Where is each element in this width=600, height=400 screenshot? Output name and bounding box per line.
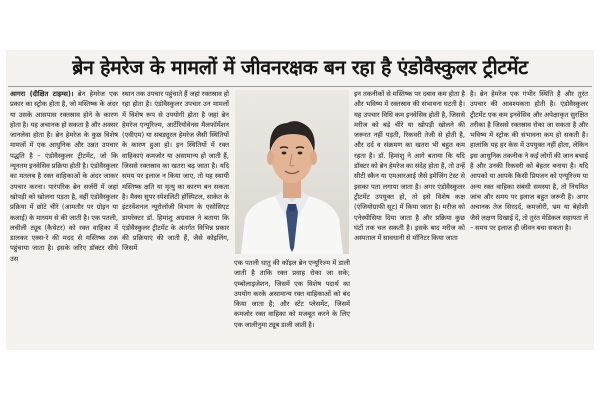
article-column-3 — [234, 258, 350, 349]
headline-rule — [8, 86, 592, 87]
column-4-text: इन तकनीकों से मस्तिष्क पर दबाव कम होता है और भविष्य में रक्तस्राव की संभावना घटती है। यह उपचार विधि कम इनवेसिव होती है, जिससे मरीज को बड़े चीरे या खोपड़ी खोलने की जरूरत नहीं पड़ती, रिकवरी तेजी से होती है, और दर्द व संक्रमण का खतरा भी बहुत कम रहता है। डॉ. हिमांशु ने आगे बताया कि यदि डॉक्टर को ब्रेन हेमरेज का संदेह होता है, तो उन्हें सीटी स्कैन या एमआरआई जैसे इमेजिंग टेस्ट से इसका पता लगाया जाता है। अगर एंडोवैस्कुलर ट्रीटमेंट उपयुक्त हो, तो इसे विशेष कक्ष (एंजियोग्राफी सूट) में किया जाता है। मरीज को एनेस्थीसिया दिया जाता है और प्रक्रिया कुछ घंटों तक चल सकती है। इसके बाद मरीज को अस्पताल में सावधानी से मॉनिटर किया जाता — [354, 90, 465, 243]
column-5-text: है। ब्रेन हेमरेज एक गंभीर स्थिति है और तुरंत उपचार की आवश्यकता होती है। एंडोवैस्कुलर ट्रीटमेंट एक कम इनवेसिव और अपेक्षाकृत सुरक्षित तरीका है जिससे रक्तस्राव रोका जा सकता है और भविष्य में स्ट्रोक की संभावना कम हो सकती है। हालांकि यह हर केस में उपयुक्त नहीं होता, लेकिन इस आधुनिक तकनीक ने कई लोगों की जान बचाई है और उनकी रिकवरी को बेहतर बनाया है। यदि आपको या आपके किसी प्रियजन को एन्यूरिज्म या अन्य रक्त वाहिका संबंधी समस्या है, तो नियमित जांच और समय पर इलाज बहुत जरूरी है। अगर अचानक तेज सिरदर्द, कमजोरी, भ्रम या बेहोशी जैसे लक्षण दिखाई दें, तो तुरंत मेडिकल सहायता लें – समय पर इलाज ही जीवन बचा सकता है। — [470, 90, 588, 232]
doctor-photo — [235, 90, 349, 254]
article-column-1 — [10, 89, 118, 349]
article-column-5 — [470, 89, 588, 349]
article-column-4 — [354, 89, 465, 349]
column-2-text: स्थान तक उपचार पहुंचाते हैं जहां रक्तस्राव हो रहा होता है। एंडोवैस्कुलर उपचार उन मामलों में विशेष रूप से उपयोगी होता है जहां ब्रेन हेमरेज एन्यूरिज्म, आर्टेरियोवेनस मैलफॉर्मेशन (एवीएम) या सबड्यूरल हेमरेज जैसी स्थितियों के कारण हुआ हो। इन स्थितियों में रक्त वाहिकाएं कमजोर या असामान्य हो जाती हैं, जिससे रक्तस्राव का खतरा बढ़ जाता है। यदि समय पर इलाज न किया जाए, तो यह स्थायी मस्तिष्क क्षति या मृत्यु का कारण बन सकता है। मैक्स सुपर स्पेशलिटी हॉस्पिटल, साकेत के इंटरवेंशनल न्यूरोलॉजी विभाग के एसोसिएट डायरेक्टर डॉ. हिमांशु अग्रवाल ने बताया कि एंडोवैस्कुलर ट्रीटमेंट के अंतर्गत विभिन्न प्रकार की प्रक्रियाएं की जाती हैं, जैसे कोइलिंग, जिसमें — [122, 90, 229, 253]
article-headline: ब्रेन हेमरेज के मामलों में जीवनरक्षक बन रहा है एंडोवैस्कुलर ट्रीटमेंट — [72, 56, 528, 79]
newspaper-clipping — [6, 50, 594, 350]
column-3-text: एक पतली धातु की कॉइल ब्रेन एन्यूरिज्म में डाली जाती है ताकि रक्त प्रवाह रोका जा सके; एम्बोलाइजेशन, जिसमें एक विशेष पदार्थ का उपयोग करके असामान्य रक्त वाहिकाओं को बंद किया जाता है; और स्टेंट प्लेसमेंट, जिसमें कमजोर रक्त वाहिका को मजबूत करने के लिए एक जालीनुमा ट्यूब डाली जाती है। — [234, 259, 350, 329]
article-dateline: आगरा (दीक्षित टाइम्स)। — [10, 90, 74, 98]
article-column-2 — [122, 89, 229, 349]
column-1-text: ब्रेन हेमरेज एक प्रकार का स्ट्रोक होता है, जो मस्तिष्क के अंदर या उसके आसपास रक्तस्राव होने के कारण होता है। यह अचानक हो सकता है और अक्सर जानलेवा होता है। ब्रेन हेमरेज के कुछ विशेष मामलों में एक आधुनिक और उन्नत उपचार पद्धति है – एंडोवैस्कुलर ट्रीटमेंट, जो कि न्यूनतम इनवेसिव प्रक्रिया होती है। एंडोवैस्कुलर का मतलब है रक्त वाहिकाओं के अंदर जाकर उपचार करना। पारंपरिक ब्रेन सर्जरी में जहां खोपड़ी को खोलना पड़ता है, वहीं एंडोवैस्कुलर प्रक्रिया में छोटे चीरे (आमतौर पर ग्रोइन या कलाई) के माध्यम से की जाती है। एक पतली, लचीली ट्यूब (कैथेटर) को रक्त वाहिका में डालकर एक्स-रे की मदद से मस्तिष्क तक पहुंचाया जाता है। इसके जरिए डॉक्टर सीधे उस — [10, 90, 118, 263]
